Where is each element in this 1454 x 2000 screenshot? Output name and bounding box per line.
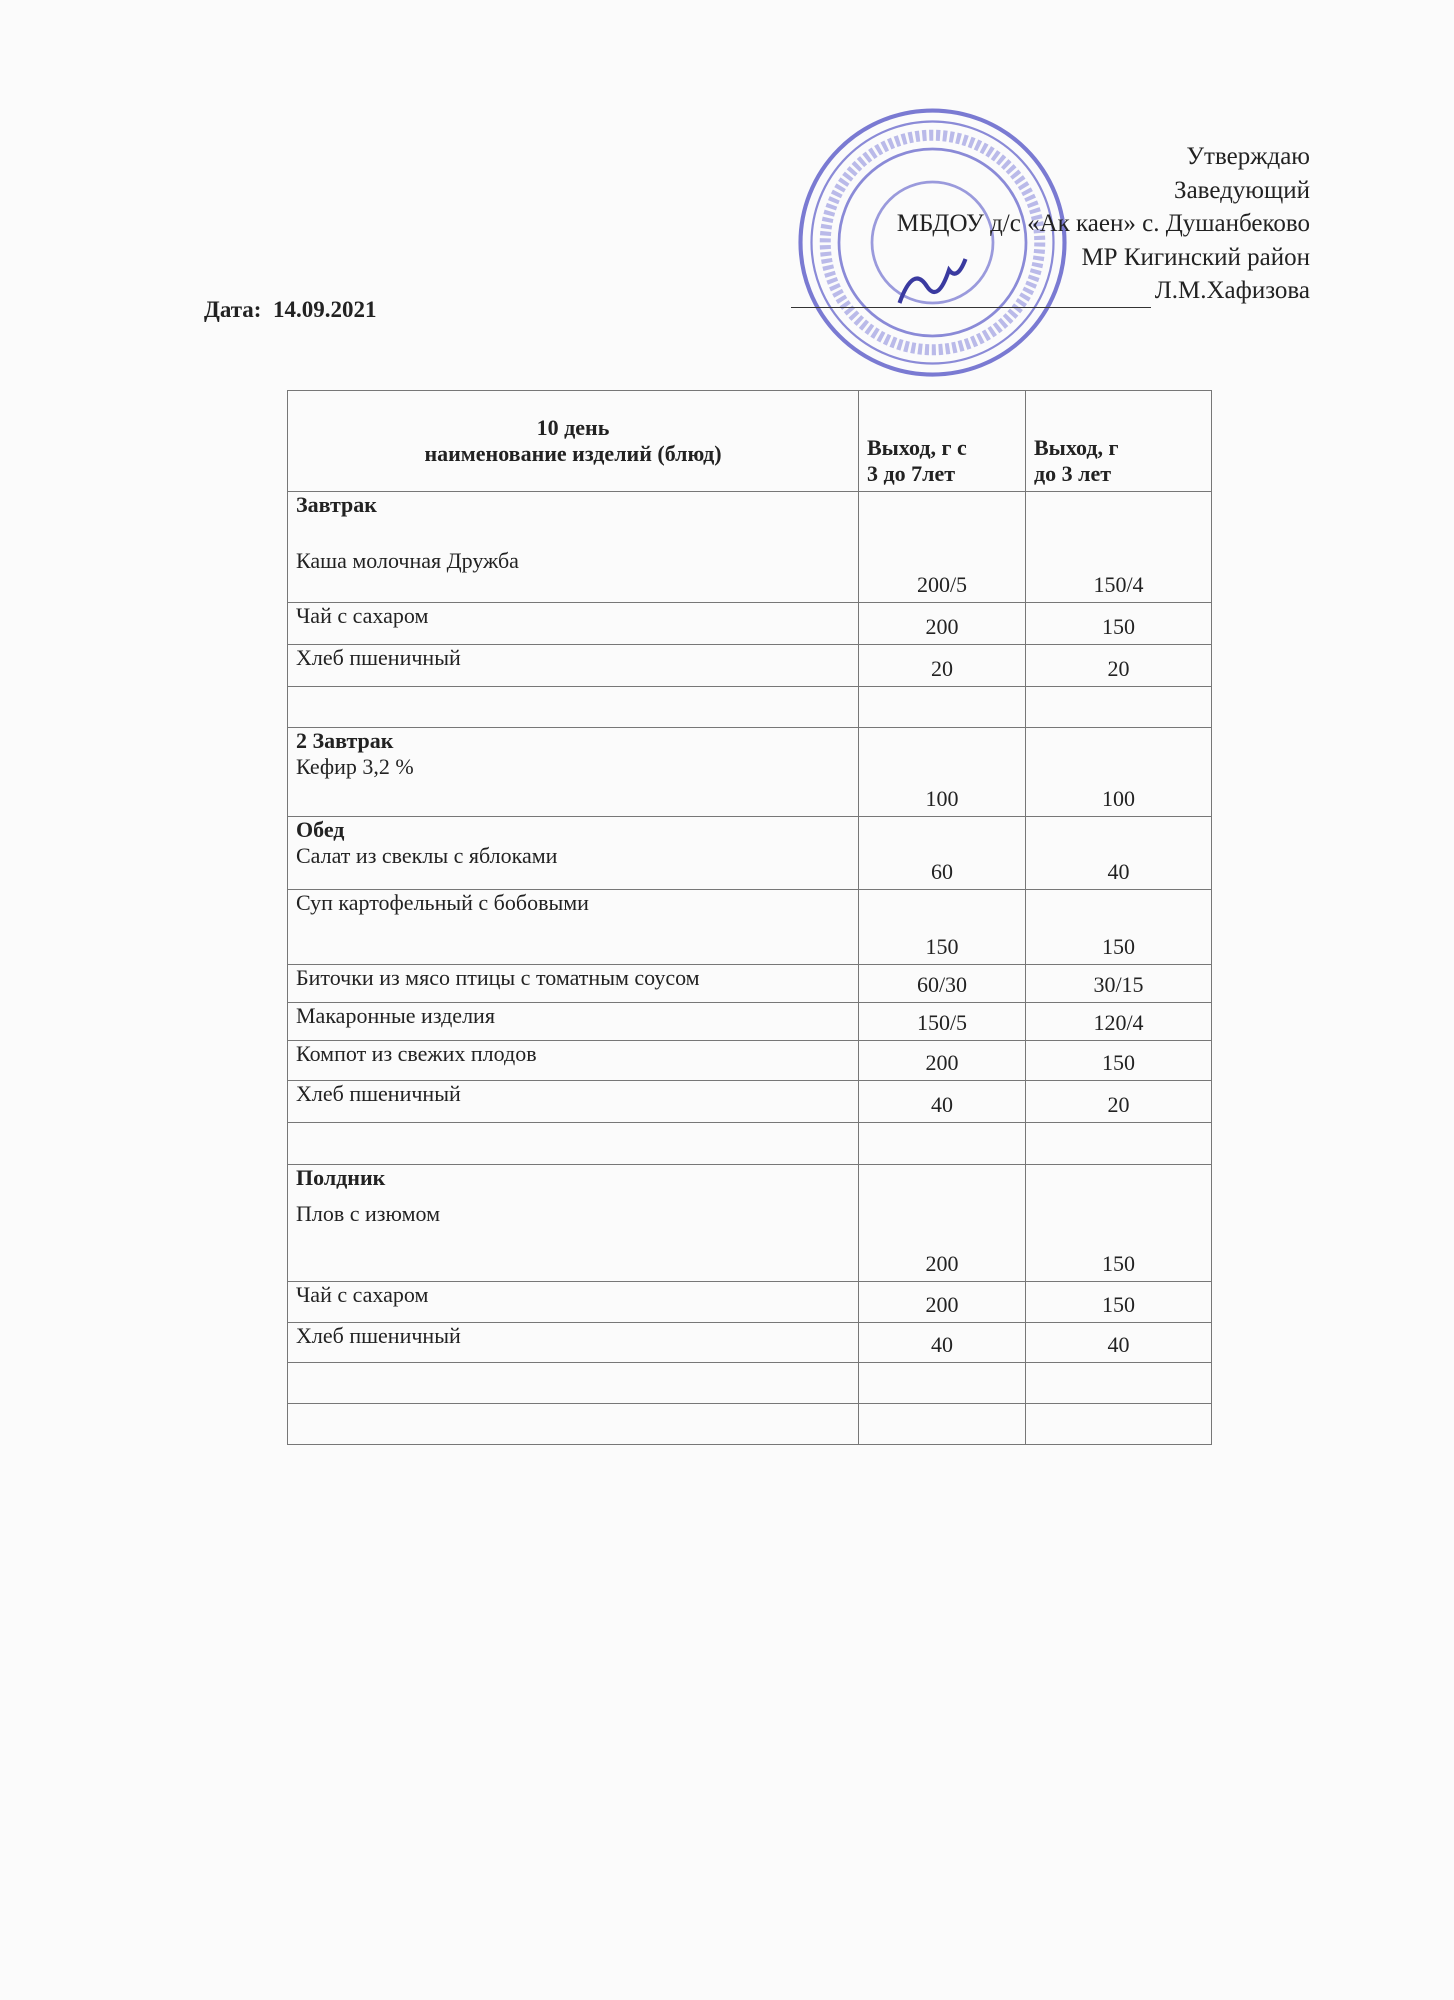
table-row [288,1323,1212,1363]
table-row [288,603,1212,645]
portion-3-to-7: 150/5 [859,1003,1026,1041]
portion-3-to-7: 150 [859,890,1026,965]
dish-cell [288,603,859,645]
portion-under-3: 150 [1026,890,1212,965]
table-row [288,492,1212,603]
table-row [288,1081,1212,1123]
date-label: Дата: [204,297,262,322]
portion-3-to-7: 40 [859,1323,1026,1363]
portion-3-to-7: 60 [859,817,1026,890]
table-row [288,1282,1212,1323]
dish-cell [288,965,859,1003]
dish-name: Хлеб пшеничный [296,1081,461,1106]
portion-under-3 [1026,687,1212,728]
dish-cell [288,1282,859,1323]
col2-header-age: до 3 лет [1034,461,1112,486]
table-row [288,1041,1212,1081]
portion-under-3: 120/4 [1026,1003,1212,1041]
portion-under-3: 150 [1026,603,1212,645]
table-row [288,1363,1212,1404]
portion-3-to-7: 100 [859,728,1026,817]
portion-under-3: 40 [1026,817,1212,890]
col2-header: Выход, г [1034,435,1119,460]
meal-section-label: Полдник [296,1165,386,1190]
meal-section-label: Завтрак [296,492,377,517]
portion-under-3: 150/4 [1026,492,1212,603]
portion-3-to-7: 200 [859,1041,1026,1081]
portion-3-to-7: 200/5 [859,492,1026,603]
portion-under-3: 20 [1026,645,1212,687]
portion-3-to-7: 200 [859,1165,1026,1282]
portion-3-to-7: 20 [859,645,1026,687]
portion-3-to-7: 200 [859,1282,1026,1323]
approval-block [791,140,1310,308]
dish-name: Каша молочная Дружба [296,548,519,573]
table-row [288,728,1212,817]
dish-cell [288,1165,859,1282]
portion-3-to-7 [859,1123,1026,1165]
dish-cell [288,1323,859,1363]
dish-name: Биточки из мясо птицы с томатным соусом [296,965,700,990]
dish-name: Макаронные изделия [296,1003,495,1028]
portion-3-to-7 [859,1404,1026,1445]
signer-name: Л.М.Хафизова [1154,277,1310,304]
dish-name: Салат из свеклы с яблоками [296,843,558,868]
col1-header-age: 3 до 7лет [867,461,956,486]
district-name: МР Кигинский район [1081,243,1310,271]
dish-cell [288,1041,859,1081]
portion-under-3: 20 [1026,1081,1212,1123]
portion-under-3: 30/15 [1026,965,1212,1003]
table-row [288,1165,1212,1282]
portion-3-to-7: 200 [859,603,1026,645]
dish-cell [288,492,859,603]
portion-under-3 [1026,1123,1212,1165]
signature-line [791,281,1151,308]
portion-under-3 [1026,1363,1212,1404]
dish-cell [288,1003,859,1041]
dish-name: Хлеб пшеничный [296,645,461,670]
name-column-header: наименование изделий (блюд) [424,441,722,466]
dish-name: Чай с сахаром [296,603,429,628]
date-line [204,297,376,323]
portion-3-to-7: 40 [859,1081,1026,1123]
table-row [288,1404,1212,1445]
organization-name: МБДОУ д/с «Ак каен» с. Душанбеково [896,210,1310,237]
table-header [288,391,1212,492]
portion-under-3 [1026,1404,1212,1445]
portion-under-3: 40 [1026,1323,1212,1363]
dish-cell [288,687,859,728]
dish-cell [288,728,859,817]
dish-name: Компот из свежих плодов [296,1041,537,1066]
dish-name: Хлеб пшеничный [296,1323,461,1348]
dish-name: Плов с изюмом [296,1201,441,1226]
dish-cell [288,890,859,965]
day-label: 10 день [536,415,610,440]
dish-cell [288,1404,859,1445]
table-row [288,1003,1212,1041]
portion-3-to-7 [859,687,1026,728]
approval-title: Утверждаю [1186,143,1310,170]
dish-cell [288,817,859,890]
table-row [288,645,1212,687]
dish-name: Кефир 3,2 % [296,754,414,779]
table-row [288,965,1212,1003]
table-row [288,890,1212,965]
col1-header: Выход, г с [867,435,967,460]
dish-cell [288,1363,859,1404]
table-row [288,1123,1212,1165]
portion-under-3: 150 [1026,1041,1212,1081]
approver-position: Заведующий [1174,176,1310,204]
date-value: 14.09.2021 [272,297,377,322]
portion-3-to-7 [859,1363,1026,1404]
portion-under-3: 150 [1026,1165,1212,1282]
dish-cell [288,1081,859,1123]
dish-cell [288,645,859,687]
portion-under-3: 100 [1026,728,1212,817]
dish-name: Суп картофельный с бобовыми [296,890,589,915]
table-row [288,817,1212,890]
portion-under-3: 150 [1026,1282,1212,1323]
dish-cell [288,1123,859,1165]
menu-table [287,390,1212,1445]
meal-section-label: 2 Завтрак [296,728,394,753]
portion-3-to-7: 60/30 [859,965,1026,1003]
table-row [288,687,1212,728]
dish-name: Чай с сахаром [296,1282,429,1307]
meal-section-label: Обед [296,817,345,842]
